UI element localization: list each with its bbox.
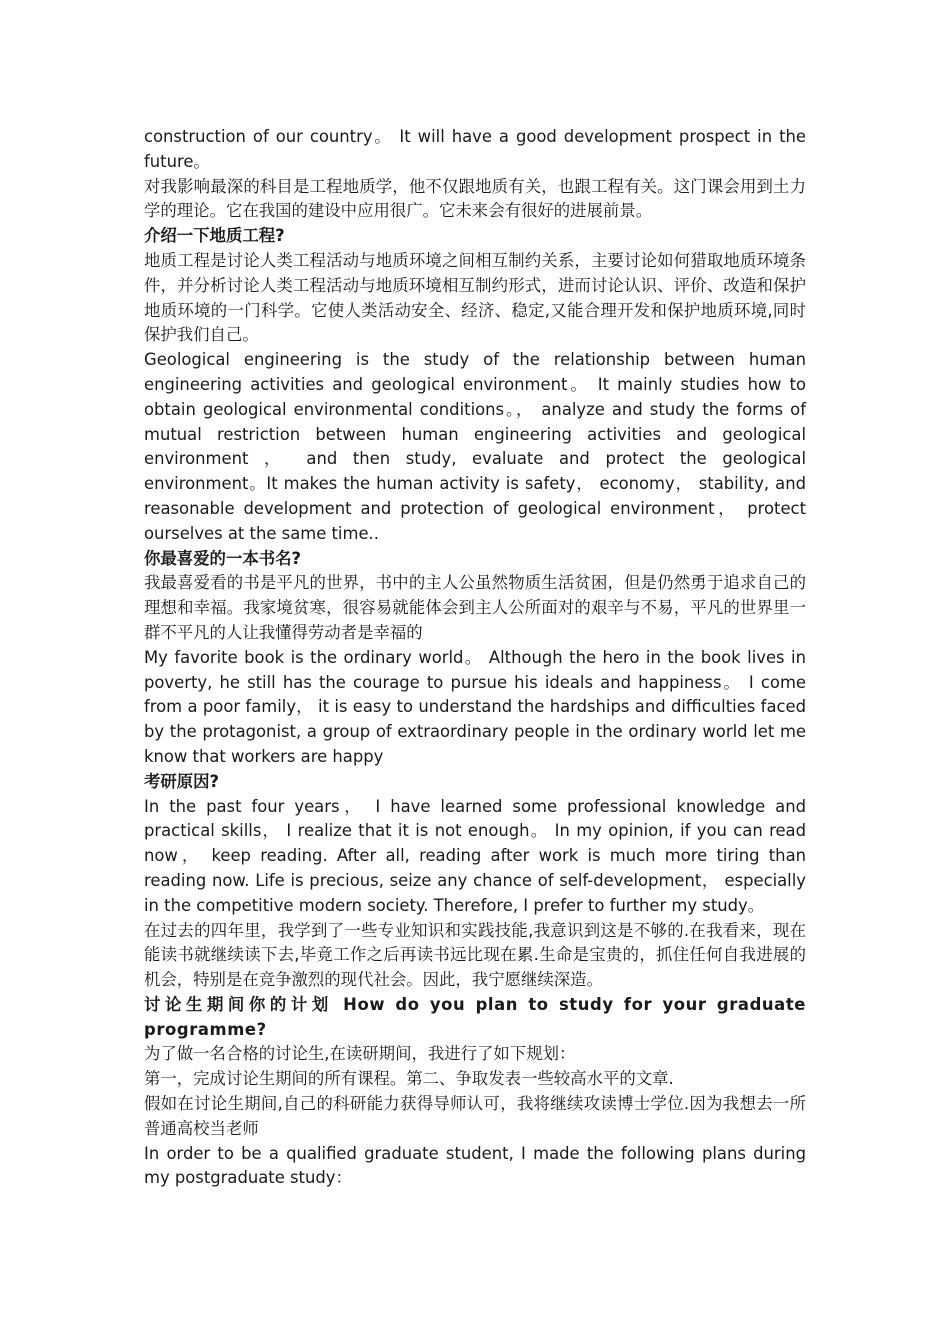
paragraph-plan-phd-zh: 假如在讨论生期间,自己的科研能力获得导师认可，我将继续攻读博士学位.因为我想去一所普通高校当老师 [144, 1094, 806, 1138]
paragraph-reason-zh: 在过去的四年里，我学到了一些专业知识和实践技能,我意识到这是不够的.在我看来，现在能读书就继续读下去,毕竟工作之后再读书远比现在累.生命是宝贵的，抓住任何自我进展的机会，特别是在竞争激烈的现代社会。因此，我宁愿继续深造。 [144, 920, 806, 990]
question-heading-reason: 考研原因? [144, 771, 220, 791]
paragraph-plan-intro-zh: 为了做一名合格的讨论生,在读研期间，我进行了如下规划： [144, 1044, 576, 1064]
paragraph-reason-en: In the past four years， I have learned some professional knowledge and practical skills， I realize that it is not enough。 In my opinion, if you can read now， keep reading. After all, reading after work is much more tiring than reading now. Life is precious, seize any chance of self-development， especially in the competitive modern society. Therefore, I prefer to further my study。 [144, 796, 806, 915]
paragraph-favorite-book-en: My favorite book is the ordinary world。 Although the hero in the book lives in poverty, he still has the courage to pursue his ideals and happiness。 I come from a poor family， it is easy to understand the hardships and difficulties faced by the protagonist, a group of extraordinary people in the ordinary world let me know that workers are happy [144, 647, 806, 766]
paragraph-intro-en-tail: construction of our country。 It will have a good development prospect in the future。 [144, 127, 806, 171]
paragraph-plan-steps-zh: 第一，完成讨论生期间的所有课程。第二、争取发表一些较高水平的文章. [144, 1069, 674, 1089]
paragraph-favorite-subject-zh: 对我影响最深的科目是工程地质学，他不仅跟地质有关，也跟工程有关。这门课会用到土力学的理论。它在我国的建设中应用很广。它未来会有很好的进展前景。 [144, 176, 806, 221]
paragraph-favorite-book-zh: 我最喜爱看的书是平凡的世界，书中的主人公虽然物质生活贫困，但是仍然勇于追求自己的理想和幸福。我家境贫寒，很容易就能体会到主人公所面对的艰辛与不易，平凡的世界里一群不平凡的人让我懂得劳动者是幸福的 [144, 573, 806, 642]
paragraph-geo-engineering-en: Geological engineering is the study of the relationship between human engineering activities and geological environment。 It mainly studies how to obtain geological environmental conditions。， analyze and study the forms of mutual restriction between human engineering activities and geological environment ， and then study, evaluate and protect the geological environment。It makes the human activity is safety， economy， stability, and reasonable development and protection of geological environment， protect ourselves at the same time.. [144, 350, 806, 543]
question-heading-geo-engineering: 介绍一下地质工程? [144, 226, 285, 246]
paragraph-plan-intro-en: In order to be a qualified graduate student, I made the following plans during my postgraduate study： [144, 1143, 806, 1188]
paragraph-geo-engineering-zh: 地质工程是讨论人类工程活动与地质环境之间相互制约关系，主要讨论如何猎取地质环境条件，并分析讨论人类工程活动与地质环境相互制约形式，进而讨论认识、评价、改造和保护地质环境的一门科学。它使人类活动安全、经济、稳定,又能合理开发和保护地质环境,同时保护我们自己。 [144, 250, 806, 345]
question-heading-study-plan: 讨论生期间你的计划 How do you plan to study for your graduate programme? [144, 994, 806, 1039]
document-page [144, 125, 806, 1191]
question-heading-favorite-book: 你最喜爱的一本书名? [144, 548, 302, 568]
